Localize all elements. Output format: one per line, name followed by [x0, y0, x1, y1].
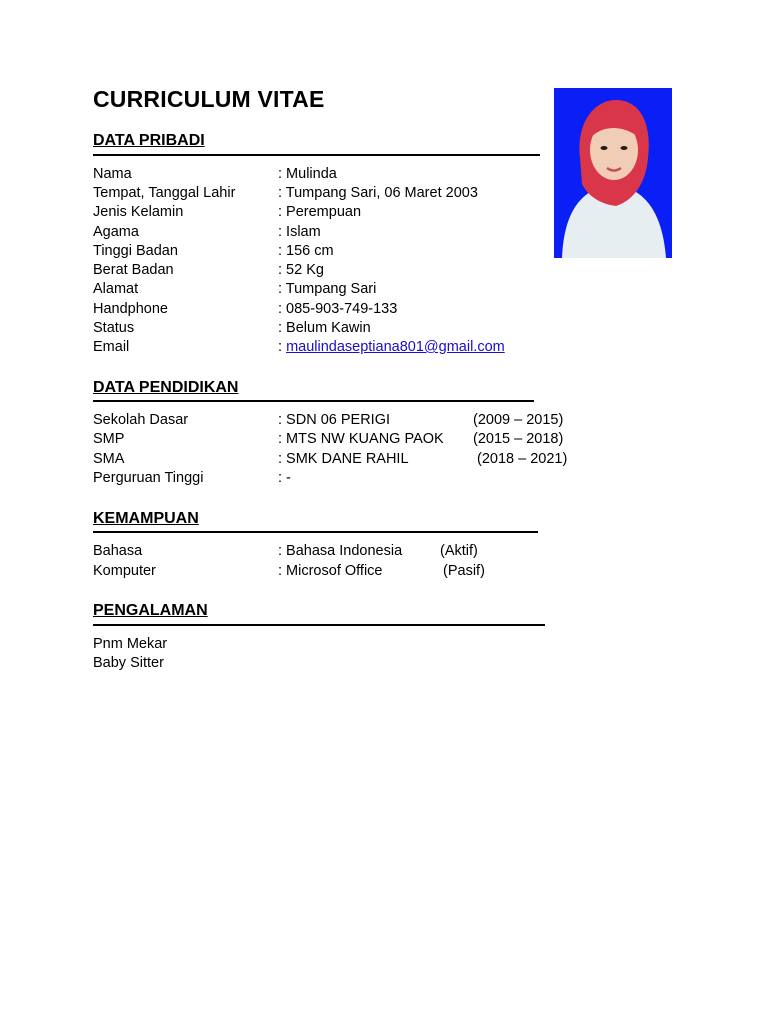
- info-label: Nama: [93, 166, 132, 182]
- info-value: : 156 cm: [278, 243, 334, 259]
- info-value: : Tumpang Sari, 06 Maret 2003: [278, 185, 478, 201]
- info-value: : 52 Kg: [278, 262, 324, 278]
- section-divider: [93, 400, 534, 402]
- skill-category: Bahasa: [93, 543, 143, 559]
- info-value: : Belum Kawin: [278, 320, 371, 336]
- skill-level: (Pasif): [443, 563, 485, 579]
- school-name: : -: [278, 470, 291, 486]
- info-value: [278, 338, 505, 357]
- info-label: Jenis Kelamin: [93, 204, 184, 220]
- skill-name: : Microsof Office: [278, 563, 383, 579]
- info-value: : Islam: [278, 224, 321, 240]
- email-link[interactable]: maulindaseptiana801@gmail.com: [286, 339, 505, 355]
- education-years: (2018 – 2021): [477, 451, 568, 467]
- section-divider: [93, 531, 538, 533]
- section-heading-pengalaman: PENGALAMAN: [93, 602, 208, 619]
- education-level: Sekolah Dasar: [93, 412, 189, 428]
- education-years: (2009 – 2015): [473, 412, 564, 428]
- school-name: : MTS NW KUANG PAOK: [278, 431, 444, 447]
- info-label: Handphone: [93, 301, 168, 317]
- skill-category: Komputer: [93, 563, 156, 579]
- school-name: : SDN 06 PERIGI: [278, 412, 391, 428]
- skill-name: : Bahasa Indonesia: [278, 543, 403, 559]
- section-divider: [93, 624, 545, 626]
- email-prefix: :: [278, 339, 287, 355]
- portrait-image: [554, 88, 672, 258]
- education-level: SMA: [93, 451, 125, 467]
- section-divider: [93, 154, 540, 156]
- profile-photo: [554, 88, 672, 258]
- info-label: Agama: [93, 224, 139, 240]
- info-label: Tinggi Badan: [93, 243, 178, 259]
- section-heading-kemampuan: KEMAMPUAN: [93, 510, 199, 527]
- education-years: (2015 – 2018): [473, 431, 564, 447]
- experience-item: Pnm Mekar: [93, 636, 168, 652]
- info-value: : Perempuan: [278, 204, 362, 220]
- info-label: Alamat: [93, 281, 139, 297]
- info-value: : 085-903-749-133: [278, 301, 398, 317]
- info-value: : Mulinda: [278, 166, 337, 182]
- education-level: Perguruan Tinggi: [93, 470, 204, 486]
- skill-level: (Aktif): [440, 543, 478, 559]
- experience-item: Baby Sitter: [93, 655, 164, 671]
- info-label: Tempat, Tanggal Lahir: [93, 185, 236, 201]
- school-name: : SMK DANE RAHIL: [278, 451, 409, 467]
- cv-title: CURRICULUM VITAE: [93, 86, 325, 112]
- section-heading-data-pendidikan: DATA PENDIDIKAN: [93, 379, 239, 396]
- section-heading-data-pribadi: DATA PRIBADI: [93, 132, 205, 149]
- education-level: SMP: [93, 431, 125, 447]
- info-label: Email: [93, 339, 130, 355]
- info-label: Berat Badan: [93, 262, 174, 278]
- info-label: Status: [93, 320, 135, 336]
- info-value: : Tumpang Sari: [278, 281, 377, 297]
